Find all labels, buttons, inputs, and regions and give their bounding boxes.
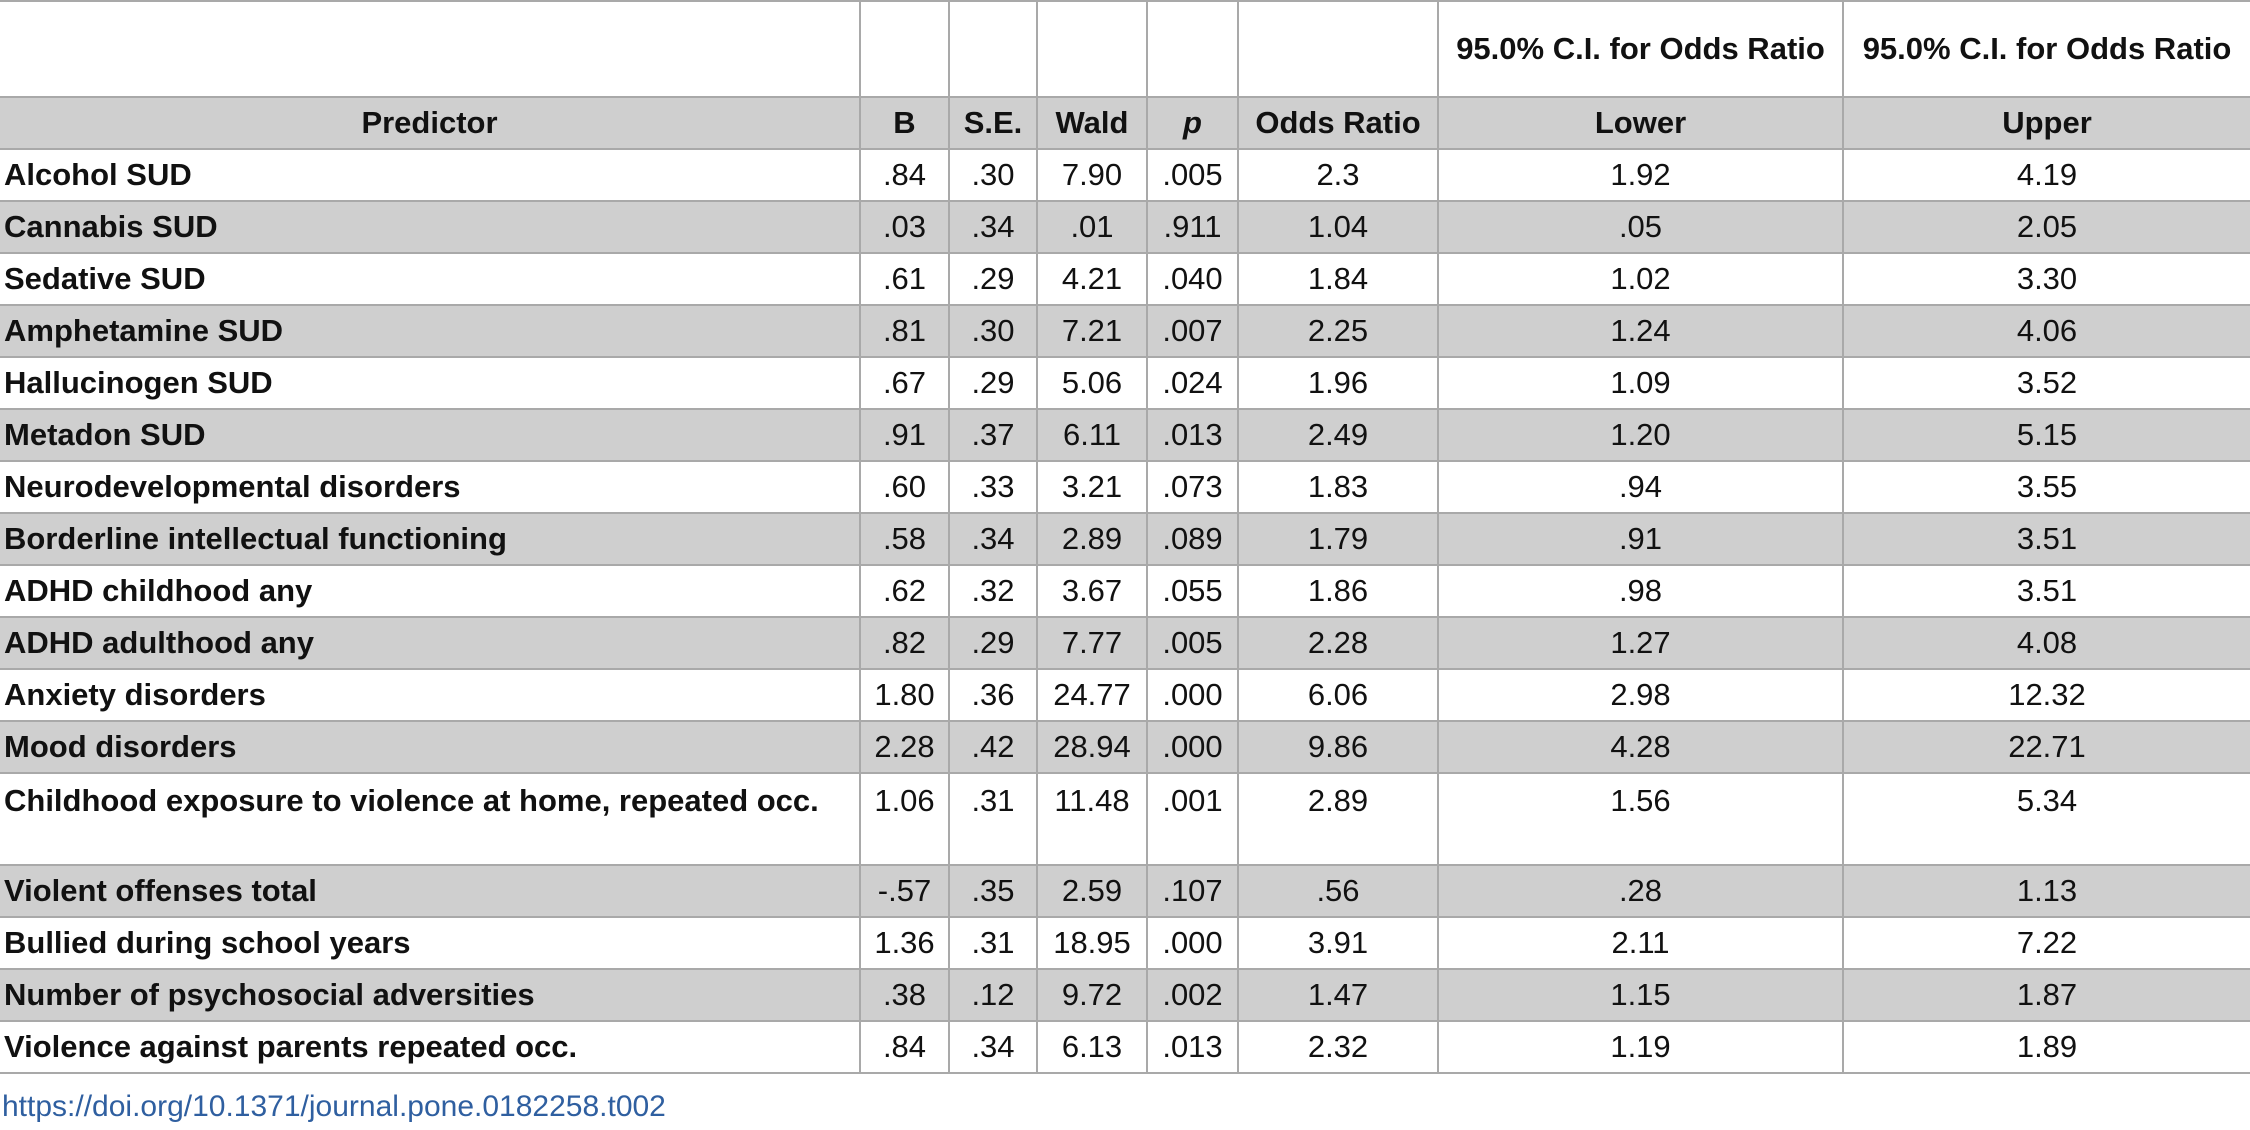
cell-wald: 4.21 [1037, 253, 1147, 305]
cell-predictor: Neurodevelopmental disorders [0, 461, 860, 513]
table-row [0, 513, 2250, 565]
cell-ci-lower: .28 [1438, 865, 1843, 917]
table-row [0, 409, 2250, 461]
cell-ci-upper: 5.34 [1843, 773, 2250, 865]
cell-se: .42 [949, 721, 1037, 773]
cell-se: .34 [949, 513, 1037, 565]
ci-upper-group-header: 95.0% C.I. for Odds Ratio [1843, 1, 2250, 97]
cell-wald: 7.21 [1037, 305, 1147, 357]
cell-odds-ratio: 9.86 [1238, 721, 1438, 773]
cell-se: .36 [949, 669, 1037, 721]
table-row [0, 865, 2250, 917]
cell-ci-lower: .05 [1438, 201, 1843, 253]
table-row [0, 357, 2250, 409]
cell-ci-lower: 1.19 [1438, 1021, 1843, 1073]
cell-ci-lower: 1.20 [1438, 409, 1843, 461]
cell-b: 1.80 [860, 669, 949, 721]
cell-wald: 6.13 [1037, 1021, 1147, 1073]
cell-se: .31 [949, 773, 1037, 865]
top-header-cell [1037, 1, 1147, 97]
cell-ci-upper: 2.05 [1843, 201, 2250, 253]
table-row [0, 201, 2250, 253]
table-row [0, 617, 2250, 669]
cell-b: .82 [860, 617, 949, 669]
cell-se: .30 [949, 149, 1037, 201]
cell-wald: 3.21 [1037, 461, 1147, 513]
cell-ci-upper: 1.89 [1843, 1021, 2250, 1073]
cell-b: .84 [860, 1021, 949, 1073]
cell-ci-upper: 4.06 [1843, 305, 2250, 357]
cell-b: 2.28 [860, 721, 949, 773]
cell-b: .84 [860, 149, 949, 201]
cell-se: .32 [949, 565, 1037, 617]
cell-predictor: Mood disorders [0, 721, 860, 773]
cell-p: .089 [1147, 513, 1238, 565]
cell-ci-upper: 3.30 [1843, 253, 2250, 305]
cell-ci-lower: 4.28 [1438, 721, 1843, 773]
top-header-cell [1238, 1, 1438, 97]
cell-wald: .01 [1037, 201, 1147, 253]
cell-ci-lower: 1.24 [1438, 305, 1843, 357]
cell-se: .34 [949, 201, 1037, 253]
cell-odds-ratio: 1.47 [1238, 969, 1438, 1021]
top-header-cell [0, 1, 860, 97]
cell-odds-ratio: 2.28 [1238, 617, 1438, 669]
cell-p: .005 [1147, 617, 1238, 669]
cell-ci-upper: 22.71 [1843, 721, 2250, 773]
cell-ci-lower: 1.27 [1438, 617, 1843, 669]
cell-ci-lower: 1.56 [1438, 773, 1843, 865]
cell-se: .34 [949, 1021, 1037, 1073]
cell-wald: 24.77 [1037, 669, 1147, 721]
cell-b: .03 [860, 201, 949, 253]
cell-ci-lower: 2.98 [1438, 669, 1843, 721]
cell-p: .911 [1147, 201, 1238, 253]
cell-p: .024 [1147, 357, 1238, 409]
doi-link[interactable]: https://doi.org/10.1371/journal.pone.0182258.t002 [2, 1090, 666, 1123]
table-row [0, 253, 2250, 305]
cell-odds-ratio: 1.79 [1238, 513, 1438, 565]
cell-predictor: Metadon SUD [0, 409, 860, 461]
cell-ci-lower: .98 [1438, 565, 1843, 617]
cell-p: .007 [1147, 305, 1238, 357]
cell-ci-upper: 3.55 [1843, 461, 2250, 513]
top-header-cell [1147, 1, 1238, 97]
cell-p: .073 [1147, 461, 1238, 513]
table-row [0, 969, 2250, 1021]
top-header-cell [860, 1, 949, 97]
cell-b: .62 [860, 565, 949, 617]
cell-b: 1.06 [860, 773, 949, 865]
cell-predictor: Borderline intellectual functioning [0, 513, 860, 565]
cell-predictor: Cannabis SUD [0, 201, 860, 253]
cell-wald: 28.94 [1037, 721, 1147, 773]
column-header-wald: Wald [1037, 97, 1147, 149]
cell-ci-upper: 3.51 [1843, 513, 2250, 565]
table-body [0, 149, 2250, 1073]
cell-ci-upper: 5.15 [1843, 409, 2250, 461]
cell-b: .91 [860, 409, 949, 461]
cell-se: .29 [949, 253, 1037, 305]
column-header-b: B [860, 97, 949, 149]
cell-se: .37 [949, 409, 1037, 461]
column-header-predictor: Predictor [0, 97, 860, 149]
cell-se: .12 [949, 969, 1037, 1021]
cell-b: .60 [860, 461, 949, 513]
cell-se: .29 [949, 617, 1037, 669]
cell-p: .040 [1147, 253, 1238, 305]
cell-odds-ratio: 2.3 [1238, 149, 1438, 201]
cell-odds-ratio: 2.49 [1238, 409, 1438, 461]
column-header-se: S.E. [949, 97, 1037, 149]
cell-ci-upper: 12.32 [1843, 669, 2250, 721]
column-header-odds-ratio: Odds Ratio [1238, 97, 1438, 149]
cell-wald: 2.59 [1037, 865, 1147, 917]
cell-wald: 2.89 [1037, 513, 1147, 565]
table-row [0, 917, 2250, 969]
table-row [0, 305, 2250, 357]
cell-b: .81 [860, 305, 949, 357]
cell-predictor: ADHD childhood any [0, 565, 860, 617]
cell-p: .000 [1147, 721, 1238, 773]
table-row [0, 669, 2250, 721]
cell-odds-ratio: 2.32 [1238, 1021, 1438, 1073]
cell-ci-lower: 1.92 [1438, 149, 1843, 201]
cell-predictor: Anxiety disorders [0, 669, 860, 721]
cell-ci-upper: 3.51 [1843, 565, 2250, 617]
cell-predictor: ADHD adulthood any [0, 617, 860, 669]
cell-p: .055 [1147, 565, 1238, 617]
cell-predictor: Alcohol SUD [0, 149, 860, 201]
cell-wald: 7.90 [1037, 149, 1147, 201]
cell-odds-ratio: 1.96 [1238, 357, 1438, 409]
cell-b: .67 [860, 357, 949, 409]
cell-ci-upper: 3.52 [1843, 357, 2250, 409]
cell-odds-ratio: 3.91 [1238, 917, 1438, 969]
cell-ci-lower: 1.15 [1438, 969, 1843, 1021]
cell-ci-upper: 1.87 [1843, 969, 2250, 1021]
cell-se: .35 [949, 865, 1037, 917]
cell-wald: 11.48 [1037, 773, 1147, 865]
cell-wald: 3.67 [1037, 565, 1147, 617]
cell-ci-upper: 4.08 [1843, 617, 2250, 669]
cell-predictor: Amphetamine SUD [0, 305, 860, 357]
cell-wald: 7.77 [1037, 617, 1147, 669]
cell-ci-upper: 4.19 [1843, 149, 2250, 201]
cell-p: .005 [1147, 149, 1238, 201]
table-row [0, 565, 2250, 617]
cell-odds-ratio: 1.83 [1238, 461, 1438, 513]
cell-wald: 9.72 [1037, 969, 1147, 1021]
table-row [0, 1021, 2250, 1073]
cell-ci-upper: 1.13 [1843, 865, 2250, 917]
cell-predictor: Bullied during school years [0, 917, 860, 969]
cell-p: .000 [1147, 917, 1238, 969]
cell-odds-ratio: 1.84 [1238, 253, 1438, 305]
table-row [0, 721, 2250, 773]
table-row [0, 461, 2250, 513]
cell-ci-upper: 7.22 [1843, 917, 2250, 969]
cell-wald: 18.95 [1037, 917, 1147, 969]
cell-se: .29 [949, 357, 1037, 409]
cell-ci-lower: 1.02 [1438, 253, 1843, 305]
cell-predictor: Violent offenses total [0, 865, 860, 917]
cell-predictor: Number of psychosocial adversities [0, 969, 860, 1021]
cell-se: .31 [949, 917, 1037, 969]
cell-ci-lower: .91 [1438, 513, 1843, 565]
cell-odds-ratio: 2.25 [1238, 305, 1438, 357]
column-header-p: p [1147, 97, 1238, 149]
cell-p: .013 [1147, 1021, 1238, 1073]
column-header-upper: Upper [1843, 97, 2250, 149]
column-header-lower: Lower [1438, 97, 1843, 149]
cell-ci-lower: 1.09 [1438, 357, 1843, 409]
top-header-cell [949, 1, 1037, 97]
cell-b: 1.36 [860, 917, 949, 969]
cell-p: .013 [1147, 409, 1238, 461]
table-top-header-row [0, 1, 2250, 97]
cell-wald: 6.11 [1037, 409, 1147, 461]
cell-predictor: Childhood exposure to violence at home, repeated occ. [0, 773, 860, 865]
cell-predictor: Hallucinogen SUD [0, 357, 860, 409]
cell-se: .30 [949, 305, 1037, 357]
ci-lower-group-header: 95.0% C.I. for Odds Ratio [1438, 1, 1843, 97]
cell-p: .000 [1147, 669, 1238, 721]
cell-b: .61 [860, 253, 949, 305]
cell-p: .107 [1147, 865, 1238, 917]
cell-odds-ratio: 1.86 [1238, 565, 1438, 617]
cell-b: .58 [860, 513, 949, 565]
cell-p: .001 [1147, 773, 1238, 865]
cell-odds-ratio: 1.04 [1238, 201, 1438, 253]
cell-odds-ratio: .56 [1238, 865, 1438, 917]
cell-p: .002 [1147, 969, 1238, 1021]
table-column-header-row [0, 97, 2250, 149]
cell-ci-lower: 2.11 [1438, 917, 1843, 969]
cell-b: -.57 [860, 865, 949, 917]
cell-wald: 5.06 [1037, 357, 1147, 409]
cell-b: .38 [860, 969, 949, 1021]
cell-se: .33 [949, 461, 1037, 513]
cell-odds-ratio: 2.89 [1238, 773, 1438, 865]
cell-odds-ratio: 6.06 [1238, 669, 1438, 721]
cell-ci-lower: .94 [1438, 461, 1843, 513]
table-row [0, 149, 2250, 201]
table-row [0, 773, 2250, 865]
cell-predictor: Sedative SUD [0, 253, 860, 305]
cell-predictor: Violence against parents repeated occ. [0, 1021, 860, 1073]
